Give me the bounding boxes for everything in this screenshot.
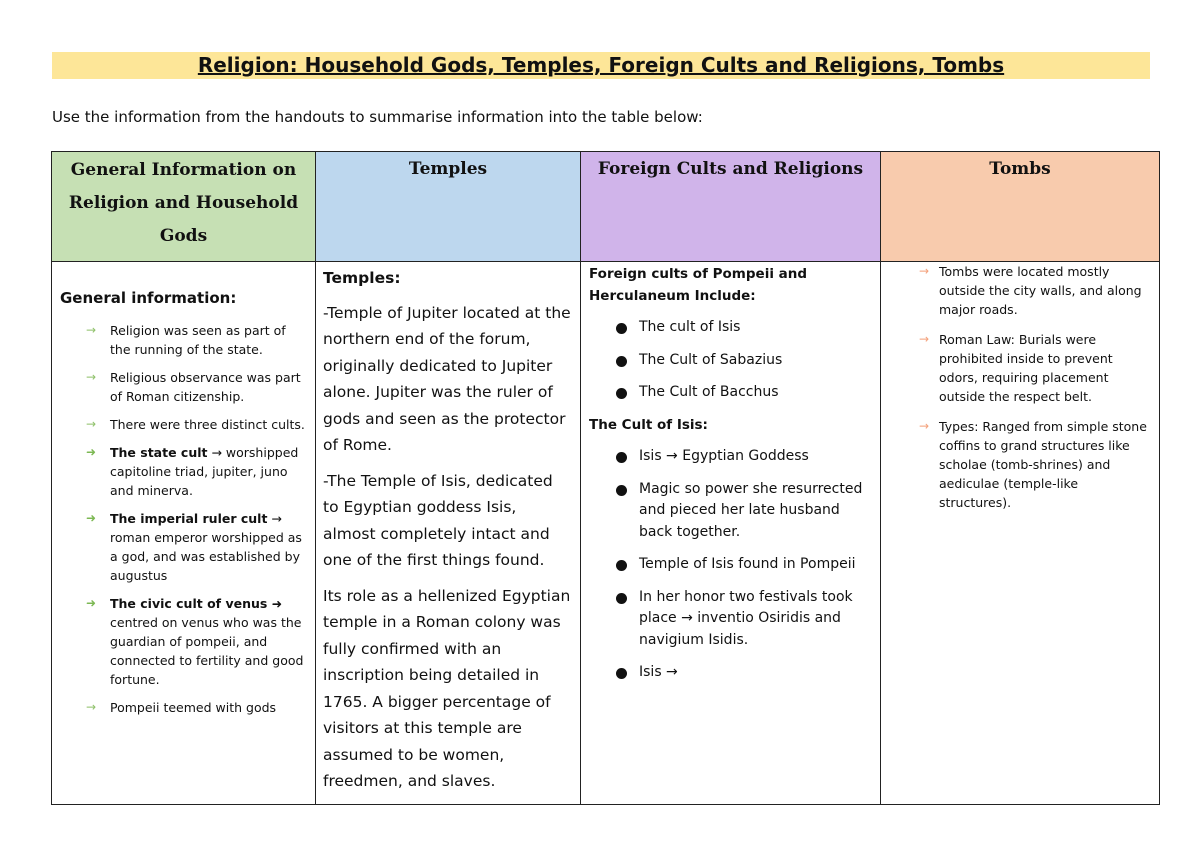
bullet-dot-icon (616, 452, 627, 463)
list-item: ➜ The civic cult of venus ➜ centred on venus who was the guardian of pompeii, and connected to fertility and good fortune. (86, 596, 304, 687)
general-info-cell (52, 262, 316, 805)
instruction-text: Use the information from the handouts to summarise information into the table below: (52, 108, 703, 126)
foreign-cults-list (589, 317, 872, 404)
foreign-cults-cell (581, 262, 881, 805)
bullet-dot-icon (616, 560, 627, 571)
list-item: ➜ The state cult → worshipped capitoline triad, jupiter, juno and minerva. (86, 445, 299, 498)
list-item: → Types: Ranged from simple stone coffins to grand structures like scholae (tomb-shrines) and aediculae (temple-like structures). (919, 419, 1147, 510)
tombs-list (889, 262, 1151, 512)
content-row (52, 262, 1160, 805)
bullet-dot-icon (616, 593, 627, 604)
list-item: In her honor two festivals took place → inventio Osiridis and navigium Isidis. (589, 587, 872, 652)
general-info-heading: General information: (60, 289, 237, 307)
header-foreign-cults: Foreign Cults and Religions (581, 152, 881, 262)
bullet-dot-icon (616, 485, 627, 496)
bullet-dot-icon (616, 668, 627, 679)
list-item: The Cult of Bacchus (589, 382, 872, 404)
bullet-dot-icon (616, 388, 627, 399)
list-item: The Cult of Sabazius (589, 350, 872, 372)
temple-isis-role-paragraph: Its role as a hellenized Egyptian temple in a Roman colony was fully confirmed with an inscription being detailed in 1765. A bigger percentage of visitors at this temple are assumed to be women, freedmen, and slaves. (323, 586, 571, 790)
foreign-cults-heading: Foreign cults of Pompeii and Herculaneum Include: (589, 266, 808, 304)
list-item: → Religion was seen as part of the running of the state. (86, 323, 286, 357)
list-item: ➜ The imperial ruler cult → roman emperor worshipped as a god, and was established by augustus (86, 511, 302, 583)
summary-table (51, 151, 1160, 805)
bullet-dot-icon (616, 356, 627, 367)
right-arrow-icon: ➜ (86, 596, 97, 610)
header-tombs: Tombs (881, 152, 1160, 262)
list-item: → There were three distinct cults. (86, 417, 305, 432)
list-item: Isis → Egyptian Goddess (589, 446, 872, 468)
right-arrow-icon: → (919, 332, 930, 346)
temples-heading: Temples: (323, 269, 401, 287)
general-info-list (60, 321, 307, 717)
list-item: Temple of Isis found in Pompeii (589, 554, 872, 576)
tombs-cell (881, 262, 1160, 805)
page-title: Religion: Household Gods, Temples, Foreign Cults and Religions, Tombs (52, 52, 1150, 79)
bullet-dot-icon (616, 323, 627, 334)
list-item: The cult of Isis (589, 317, 872, 339)
right-arrow-icon: → (86, 417, 97, 431)
temple-isis-paragraph: -The Temple of Isis, dedicated to Egyptian goddess Isis, almost completely intact and one of the first things found. (323, 471, 553, 569)
right-arrow-icon: → (86, 700, 97, 714)
right-arrow-icon: → (919, 419, 930, 433)
temples-cell (316, 262, 581, 805)
right-arrow-icon: → (86, 323, 97, 337)
list-item: Isis → (589, 662, 872, 684)
list-item: → Tombs were located mostly outside the city walls, and along major roads. (919, 264, 1142, 317)
header-general-info: General Information on Religion and Household Gods (52, 152, 316, 262)
cult-of-isis-list (589, 446, 872, 684)
list-item: → Religious observance was part of Roman citizenship. (86, 370, 301, 404)
right-arrow-icon: ➜ (86, 511, 97, 525)
list-item: Magic so power she resurrected and pieced her late husband back together. (589, 479, 872, 544)
cult-of-isis-heading: The Cult of Isis: (589, 416, 708, 433)
header-temples: Temples (316, 152, 581, 262)
list-item: → Pompeii teemed with gods (86, 700, 277, 715)
right-arrow-icon: → (919, 264, 930, 278)
list-item: → Roman Law: Burials were prohibited inside to prevent odors, requiring placement outside the respect belt. (919, 332, 1113, 404)
right-arrow-icon: → (86, 370, 97, 384)
right-arrow-icon: ➜ (86, 445, 97, 459)
header-row (52, 152, 1160, 262)
temple-jupiter-paragraph: -Temple of Jupiter located at the northern end of the forum, originally dedicated to Jupiter alone. Jupiter was the ruler of gods and seen as the protector of Rome. (323, 303, 571, 454)
